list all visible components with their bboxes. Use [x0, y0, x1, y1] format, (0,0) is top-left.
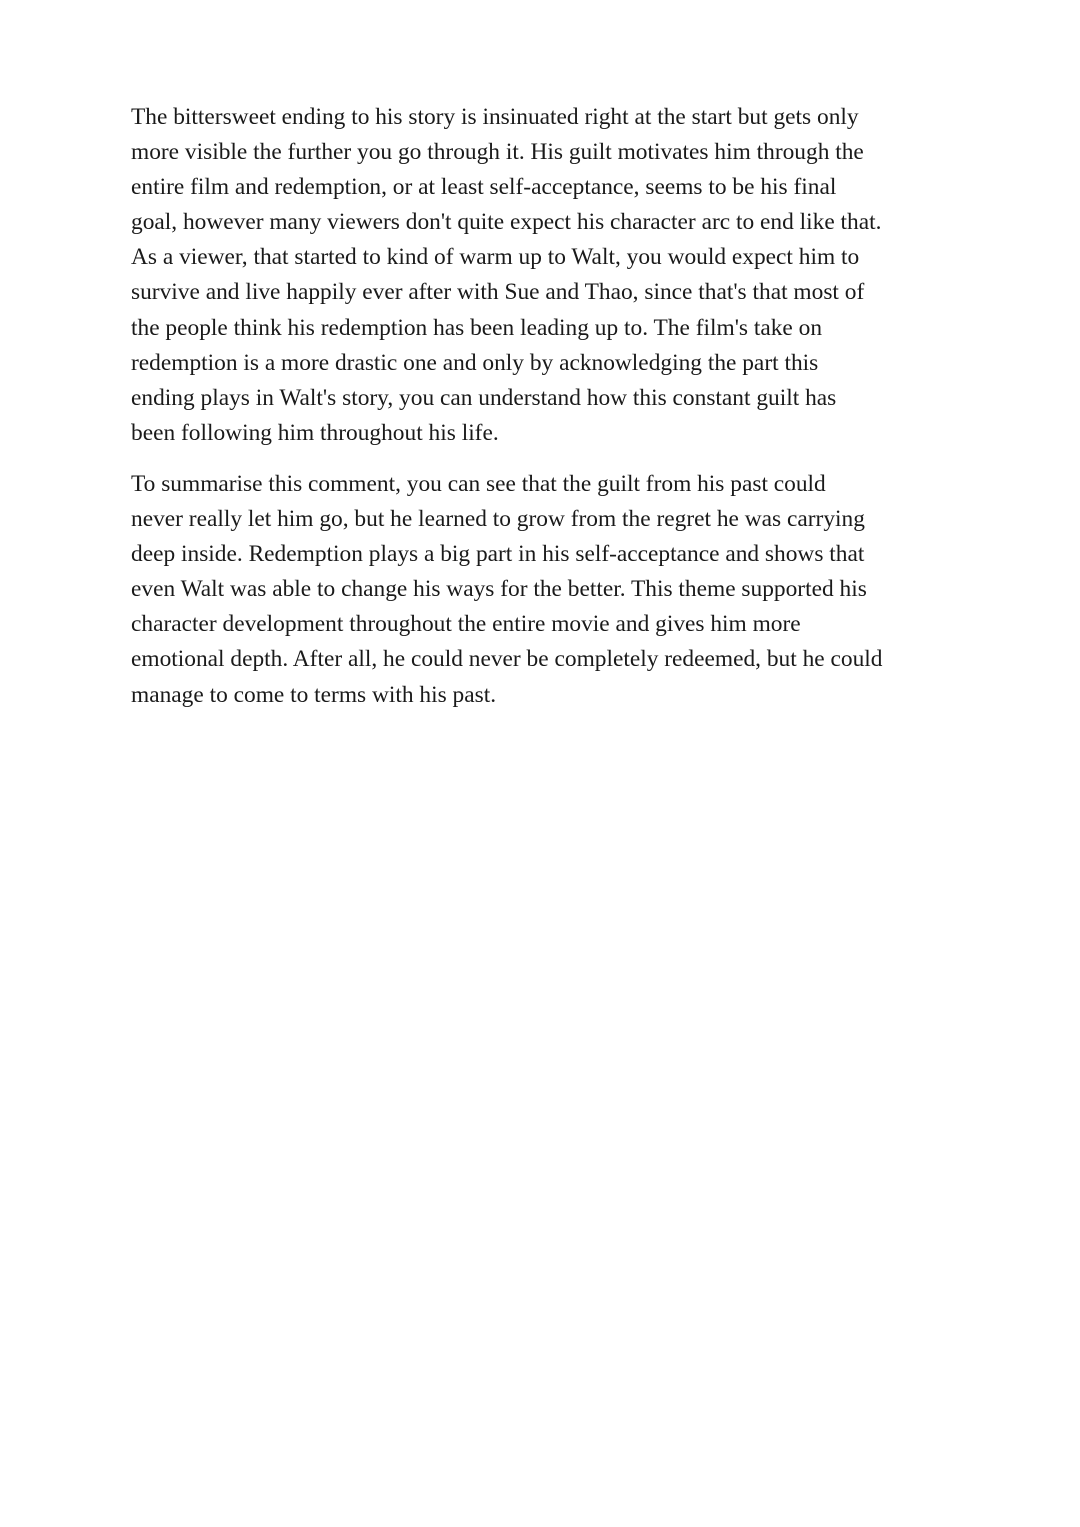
paragraph-1	[131, 100, 961, 451]
text-line: goal, however many viewers don't quite expect his character arc to end like that.	[131, 209, 882, 236]
text-line: deep inside. Redemption plays a big part in his self-acceptance and shows that	[131, 541, 865, 568]
text-line: survive and live happily ever after with Sue and Thao, since that's that most of	[131, 279, 865, 306]
text-line: more visible the further you go through it. His guilt motivates him through the	[131, 139, 864, 166]
text-line: To summarise this comment, you can see that the guilt from his past could	[131, 470, 826, 497]
text-line: emotional depth. After all, he could never be completely redeemed, but he could	[131, 646, 883, 673]
text-line: the people think his redemption has been leading up to. The film's take on	[131, 314, 823, 341]
text-line: As a viewer, that started to kind of warm up to Walt, you would expect him to	[131, 244, 860, 271]
text-line: character development throughout the entire movie and gives him more	[131, 611, 801, 638]
text-line: entire film and redemption, or at least self-acceptance, seems to be his final	[131, 174, 837, 201]
text-line: never really let him go, but he learned to grow from the regret he was carrying	[131, 506, 865, 533]
text-line: The bittersweet ending to his story is insinuated right at the start but gets only	[131, 104, 859, 130]
text-line: been following him throughout his life.	[131, 419, 499, 446]
paragraph-2	[131, 467, 961, 713]
text-line: ending plays in Walt's story, you can understand how this constant guilt has	[131, 384, 837, 411]
text-line: redemption is a more drastic one and only by acknowledging the part this	[131, 349, 819, 376]
text-line: even Walt was able to change his ways for the better. This theme supported his	[131, 576, 867, 603]
document-body	[131, 100, 961, 713]
text-line: manage to come to terms with his past.	[131, 681, 497, 708]
